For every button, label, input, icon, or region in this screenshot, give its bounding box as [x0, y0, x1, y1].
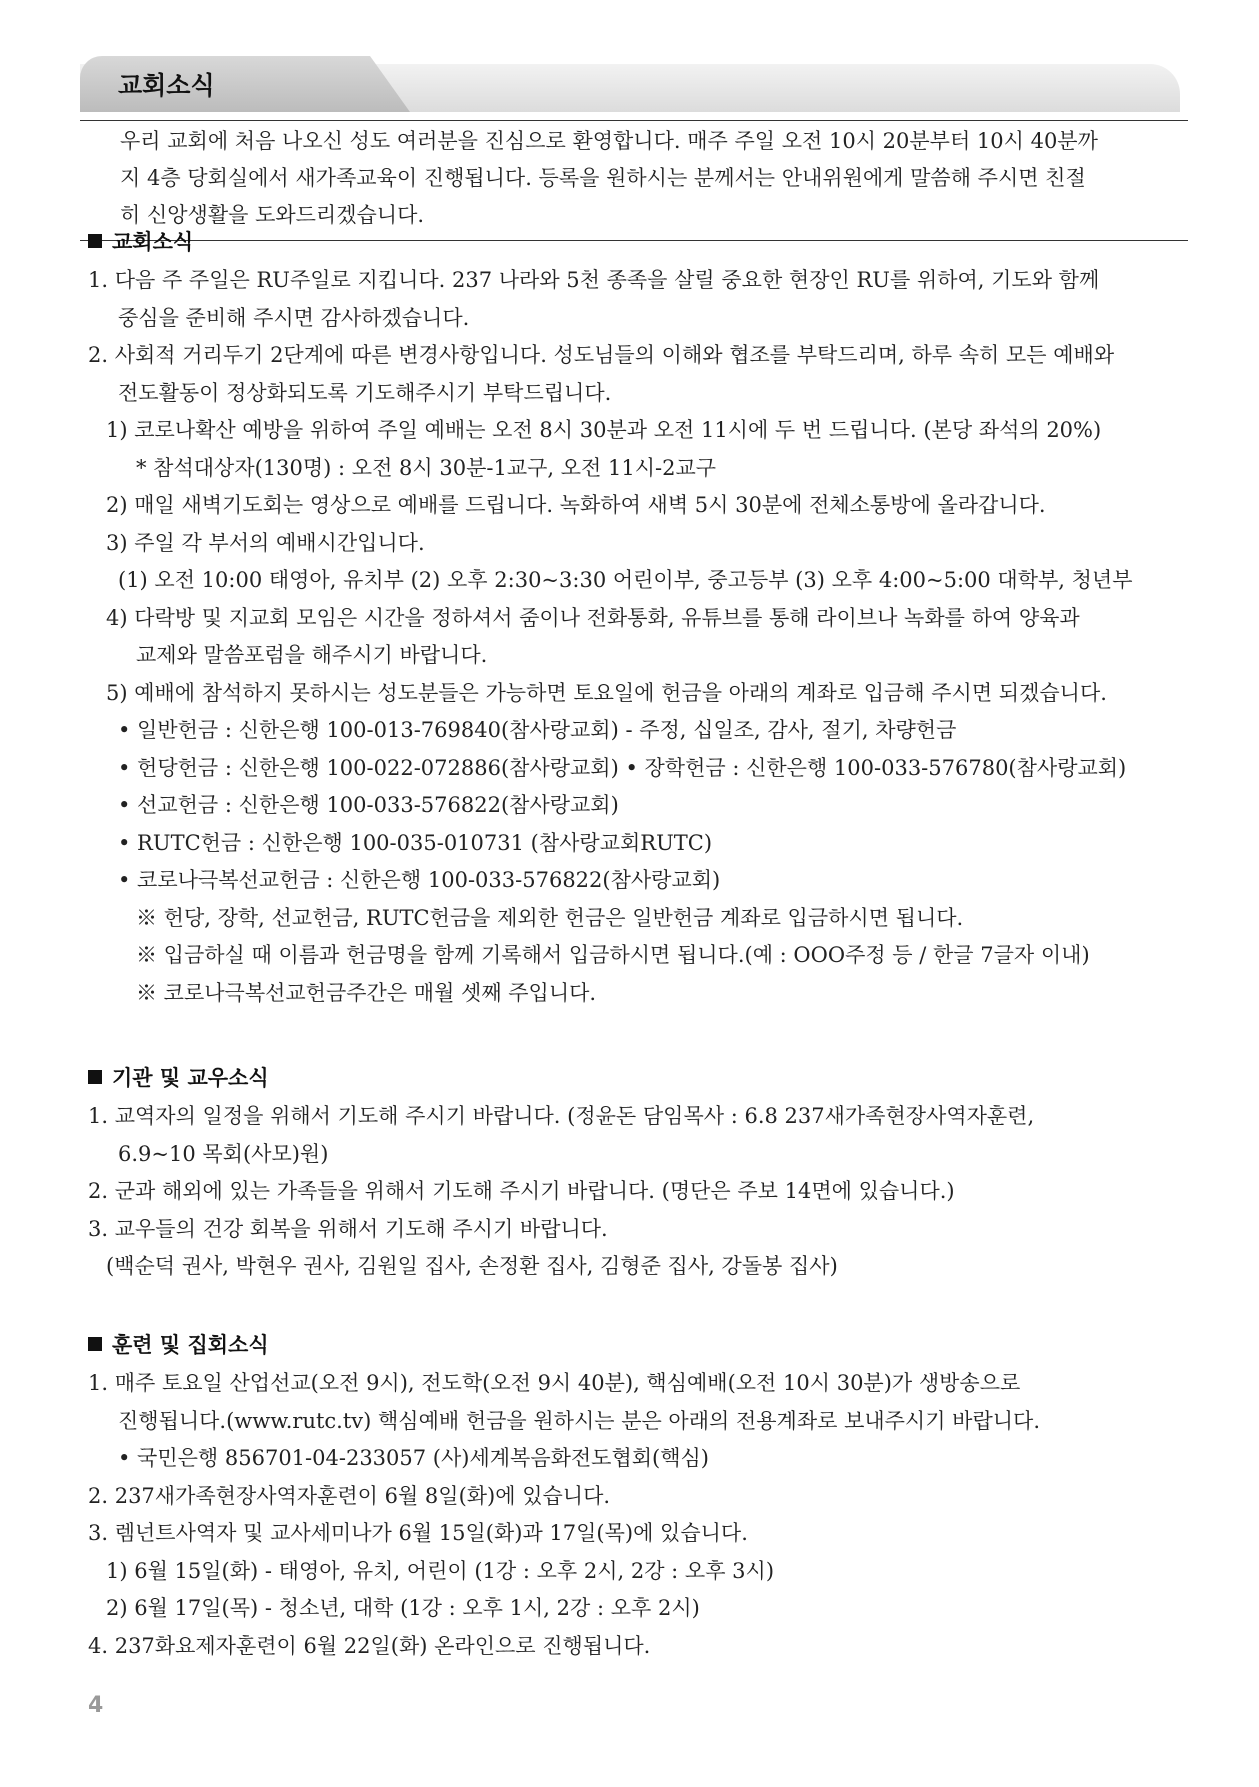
square-bullet-icon	[88, 1337, 102, 1351]
list-item: ※ 입금하실 때 이름과 헌금명을 함께 기록해서 입금하시면 됩니다.(예 : OOO주정 등 / 한글 7글자 이내)	[136, 943, 1090, 967]
list-item: 중심을 준비해 주시면 감사하겠습니다.	[118, 305, 470, 330]
section-training-news	[88, 1327, 1198, 1665]
intro-line: 지 4층 당회실에서 새가족교육이 진행됩니다. 등록을 원하시는 분께서는 안내위원에게 말씀해 주시면 친절	[120, 166, 1086, 190]
list-item: 2. 군과 해외에 있는 가족들을 위해서 기도해 주시기 바랍니다. (명단은 주보 14면에 있습니다.)	[88, 1179, 955, 1203]
list-item: • 코로나극복선교헌금 : 신한은행 100-033-576822(참사랑교회)	[118, 868, 721, 892]
list-item: 3) 주일 각 부서의 예배시간입니다.	[106, 530, 425, 555]
list-item: 2) 6월 17일(목) - 청소년, 대학 (1강 : 오후 1시, 2강 : 오후 2시)	[106, 1596, 700, 1620]
list-item: ※ 코로나극복선교헌금주간은 매월 셋째 주입니다.	[136, 980, 597, 1005]
list-item: 2. 237새가족현장사역자훈련이 6월 8일(화)에 있습니다.	[88, 1483, 611, 1508]
list-item: 전도활동이 정상화되도록 기도해주시기 부탁드립니다.	[118, 380, 612, 405]
intro-line: 우리 교회에 처음 나오신 성도 여러분을 진심으로 환영합니다. 매주 주일 오전 10시 20분부터 10시 40분까	[120, 129, 1098, 153]
list-item: (백순덕 권사, 박현우 권사, 김원일 집사, 손정환 집사, 김형준 집사, 강돌봉 집사)	[106, 1254, 838, 1278]
list-item: 1) 6월 15일(화) - 태영아, 유치, 어린이 (1강 : 오후 2시, 2강 : 오후 3시)	[106, 1558, 775, 1583]
section-heading: 교회소식	[88, 224, 1198, 262]
list-item: 1. 매주 토요일 산업선교(오전 9시), 전도학(오전 9시 40분), 핵심예배(오전 10시 30분)가 생방송으로	[88, 1371, 1021, 1395]
list-item: 1) 코로나확산 예방을 위하여 주일 예배는 오전 8시 30분과 오전 11시에 두 번 드립니다. (본당 좌석의 20%)	[106, 418, 1102, 442]
list-item: 3. 교우들의 건강 회복을 위해서 기도해 주시기 바랍니다.	[88, 1216, 608, 1241]
list-item: 4. 237화요제자훈련이 6월 22일(화) 온라인으로 진행됩니다.	[88, 1633, 651, 1658]
list-item: • RUTC헌금 : 신한은행 100-035-010731 (참사랑교회RUTC)	[118, 830, 713, 855]
list-item: 교제와 말씀포럼을 해주시기 바랍니다.	[136, 643, 488, 667]
page-number: 4	[88, 1693, 104, 1718]
list-item: (1) 오전 10:00 태영아, 유치부 (2) 오후 2:30~3:30 어린이부, 중고등부 (3) 오후 4:00~5:00 대학부, 청년부	[118, 568, 1133, 592]
list-item: • 일반헌금 : 신한은행 100-013-769840(참사랑교회) - 주정, 십일조, 감사, 절기, 차량헌금	[118, 718, 957, 742]
section-church-news	[88, 224, 1198, 1012]
page-title: 교회소식	[118, 71, 215, 100]
list-item: 3. 렘넌트사역자 및 교사세미나가 6월 15일(화)과 17일(목)에 있습니다.	[88, 1521, 748, 1545]
section-heading: 기관 및 교우소식	[88, 1060, 1198, 1098]
section-member-news	[88, 1060, 1198, 1286]
list-item: 2. 사회적 거리두기 2단계에 따른 변경사항입니다. 성도님들의 이해와 협조를 부탁드리며, 하루 속히 모든 예배와	[88, 343, 1115, 367]
list-item: • 헌당헌금 : 신한은행 100-022-072886(참사랑교회) • 장학헌금 : 신한은행 100-033-576780(참사랑교회)	[118, 755, 1127, 780]
list-item: • 선교헌금 : 신한은행 100-033-576822(참사랑교회)	[118, 793, 619, 817]
list-item: 5) 예배에 참석하지 못하시는 성도분들은 가능하면 토요일에 헌금을 아래의 계좌로 입금해 주시면 되겠습니다.	[106, 680, 1107, 705]
list-item: 4) 다락방 및 지교회 모임은 시간을 정하셔서 줌이나 전화통화, 유튜브를 통해 라이브나 녹화를 하여 양육과	[106, 605, 1080, 630]
section-tab-header	[80, 56, 1180, 120]
welcome-box	[80, 120, 1188, 241]
list-item: 진행됩니다.(www.rutc.tv) 핵심예배 헌금을 원하시는 분은 아래의 전용계좌로 보내주시기 바랍니다.	[118, 1408, 1040, 1433]
list-item: * 참석대상자(130명) : 오전 8시 30분-1교구, 오전 11시-2교구	[136, 455, 717, 480]
section-heading: 훈련 및 집회소식	[88, 1327, 1198, 1365]
list-item: 1. 다음 주 주일은 RU주일로 지킵니다. 237 나라와 5천 종족을 살릴 중요한 현장인 RU를 위하여, 기도와 함께	[88, 268, 1100, 292]
square-bullet-icon	[88, 234, 102, 248]
list-item: 2) 매일 새벽기도회는 영상으로 예배를 드립니다. 녹화하여 새벽 5시 30분에 전체소통방에 올라갑니다.	[106, 493, 1046, 517]
list-item: 6.9~10 목회(사모)원)	[118, 1141, 329, 1166]
list-item: • 국민은행 856701-04-233057 (사)세계복음화전도협회(핵심)	[118, 1446, 710, 1470]
list-item: ※ 헌당, 장학, 선교헌금, RUTC헌금을 제외한 헌금은 일반헌금 계좌로 입금하시면 됩니다.	[136, 905, 964, 930]
intro-line: 히 신앙생활을 도와드리겠습니다.	[120, 203, 425, 227]
square-bullet-icon	[88, 1070, 102, 1084]
list-item: 1. 교역자의 일정을 위해서 기도해 주시기 바랍니다. (정윤돈 담임목사 : 6.8 237새가족현장사역자훈련,	[88, 1104, 1035, 1128]
